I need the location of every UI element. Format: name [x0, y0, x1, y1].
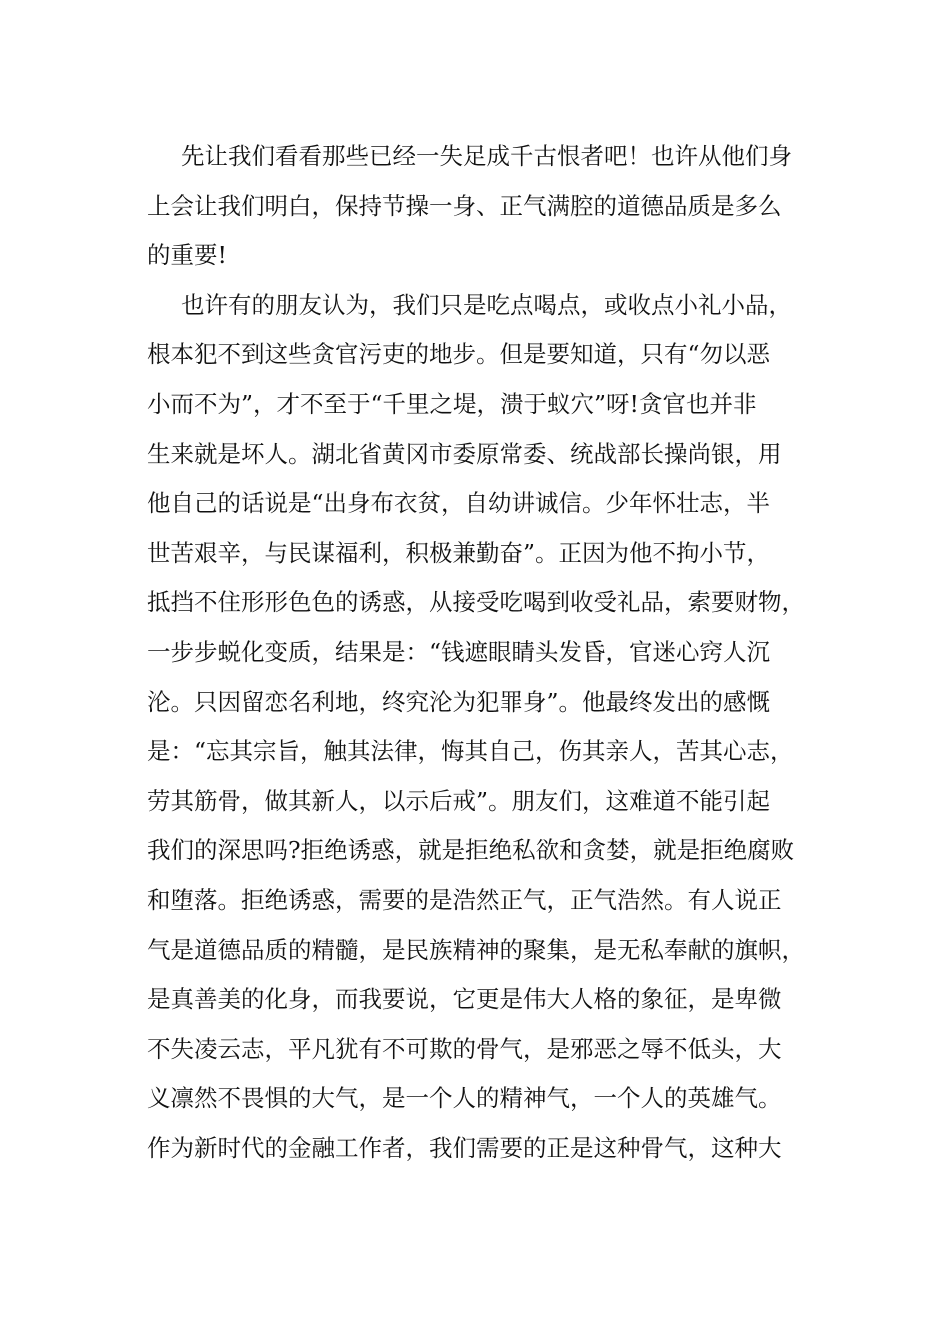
text-line: 不失凌云志，平凡犹有不可欺的骨气，是邪恶之辱不低头，大 — [147, 1034, 782, 1063]
text-line: 作为新时代的金融工作者，我们需要的正是这种骨气，这种大 — [147, 1133, 782, 1162]
text-line: 的重要! — [147, 241, 227, 270]
text-line: 是：“忘其宗旨，触其法律，悔其自己，伤其亲人，苦其心志， — [147, 737, 794, 766]
text-line: 和堕落。拒绝诱惑，需要的是浩然正气，正气浩然。有人说正 — [147, 885, 782, 914]
text-line: 也许有的朋友认为，我们只是吃点喝点，或收点小礼小品， — [181, 290, 792, 319]
text-line: 义凛然不畏惧的大气，是一个人的精神气，一个人的英雄气。 — [147, 1084, 782, 1113]
paragraph-1 — [147, 132, 807, 281]
text-line: 根本犯不到这些贪官污吏的地步。但是要知道，只有“勿以恶 — [147, 340, 771, 369]
text-line: 上会让我们明白，保持节操一身、正气满腔的道德品质是多么 — [147, 191, 782, 220]
paragraph-2 — [147, 281, 807, 1174]
text-line: 我们的深思吗?拒绝诱惑，就是拒绝私欲和贪婪，就是拒绝腐败 — [147, 836, 795, 865]
text-line: 生来就是坏人。湖北省黄冈市委原常委、统战部长操尚银，用 — [147, 439, 782, 468]
text-line: 一步步蜕化变质，结果是：“钱遮眼睛头发昏，官迷心窍人沉 — [147, 637, 771, 666]
text-line: 世苦艰辛，与民谋福利，积极兼勤奋”。正因为他不拘小节， — [147, 538, 771, 567]
text-line: 先让我们看看那些已经一失足成千古恨者吧！也许从他们身 — [181, 142, 792, 170]
text-line: 气是道德品质的精髓，是民族精神的聚集，是无私奉献的旗帜， — [147, 935, 805, 964]
text-line: 沦。只因留恋名利地，终究沦为犯罪身”。他最终发出的感慨 — [147, 687, 771, 716]
text-line: 他自己的话说是“出身布衣贫，自幼讲诚信。少年怀壮志，半 — [147, 489, 771, 518]
text-line: 劳其筋骨，做其新人，以示后戒”。朋友们，这难道不能引起 — [147, 786, 771, 815]
text-line: 抵挡不住形形色色的诱惑，从接受吃喝到收受礼品，索要财物， — [147, 588, 805, 617]
text-line: 小而不为”，才不至于“千里之堤，溃于蚁穴”呀!贪官也并非 — [147, 389, 757, 418]
body-text — [147, 132, 807, 1173]
text-line: 是真善美的化身，而我要说，它更是伟大人格的象征，是卑微 — [147, 985, 782, 1014]
